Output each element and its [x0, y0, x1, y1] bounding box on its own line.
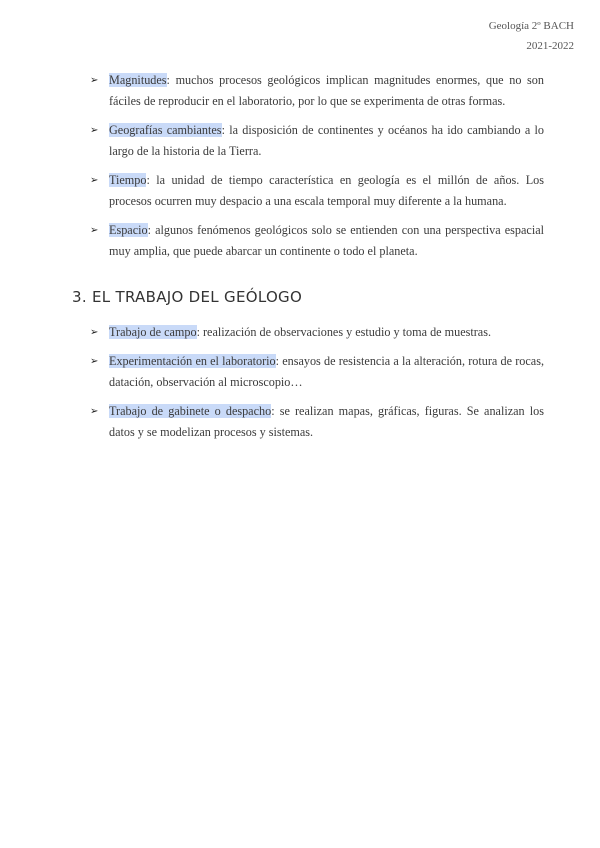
- arrow-bullet-icon: ➢: [90, 356, 99, 367]
- header-year: 2021-2022: [526, 40, 574, 52]
- page-header: [489, 16, 574, 56]
- list-item: [90, 401, 544, 443]
- list-item: [90, 322, 544, 343]
- item-text: : muchos procesos geológicos implican magnitudes enormes, que no son fáciles de reproducir en el laboratorio, por lo que se experimenta de otras formas.: [109, 73, 544, 108]
- arrow-bullet-icon: ➢: [90, 327, 99, 338]
- arrow-bullet-icon: ➢: [90, 125, 99, 136]
- highlighted-term: Espacio: [109, 223, 148, 237]
- highlighted-term: Experimentación en el laboratorio: [109, 354, 276, 368]
- item-text: : la unidad de tiempo característica en geología es el millón de años. Los procesos ocurren muy despacio a una escala temporal muy diferente a la humana.: [109, 173, 544, 208]
- list-item: [90, 220, 544, 262]
- arrow-bullet-icon: ➢: [90, 175, 99, 186]
- challenges-list: [90, 70, 544, 270]
- highlighted-term: Tiempo: [109, 173, 147, 187]
- section-heading: 3. EL TRABAJO DEL GEÓLOGO: [72, 288, 303, 306]
- list-item: [90, 351, 544, 393]
- arrow-bullet-icon: ➢: [90, 75, 99, 86]
- list-item: [90, 170, 544, 212]
- highlighted-term: Trabajo de campo: [109, 325, 197, 339]
- item-text: : ensayos de resistencia a la alteración, rotura de rocas, datación, observación al microscopio…: [109, 354, 544, 389]
- arrow-bullet-icon: ➢: [90, 225, 99, 236]
- header-subject: Geología 2º BACH: [488, 20, 574, 32]
- list-item: [90, 120, 544, 162]
- list-item: [90, 70, 544, 112]
- arrow-bullet-icon: ➢: [90, 406, 99, 417]
- highlighted-term: Geografías cambiantes: [109, 123, 222, 137]
- item-text: : algunos fenómenos geológicos solo se entienden con una perspectiva espacial muy amplia, que puede abarcar un continente o todo el planeta.: [109, 223, 544, 258]
- highlighted-term: Magnitudes: [109, 73, 167, 87]
- geologist-work-list: [90, 322, 544, 451]
- item-text: : la disposición de continentes y océanos ha ido cambiando a lo largo de la historia de la Tierra.: [109, 123, 544, 158]
- item-text: : realización de observaciones y estudio y toma de muestras.: [196, 325, 491, 339]
- item-text: : se realizan mapas, gráficas, figuras. Se analizan los datos y se modelizan procesos y sistemas.: [109, 404, 544, 439]
- highlighted-term: Trabajo de gabinete o despacho: [109, 404, 272, 418]
